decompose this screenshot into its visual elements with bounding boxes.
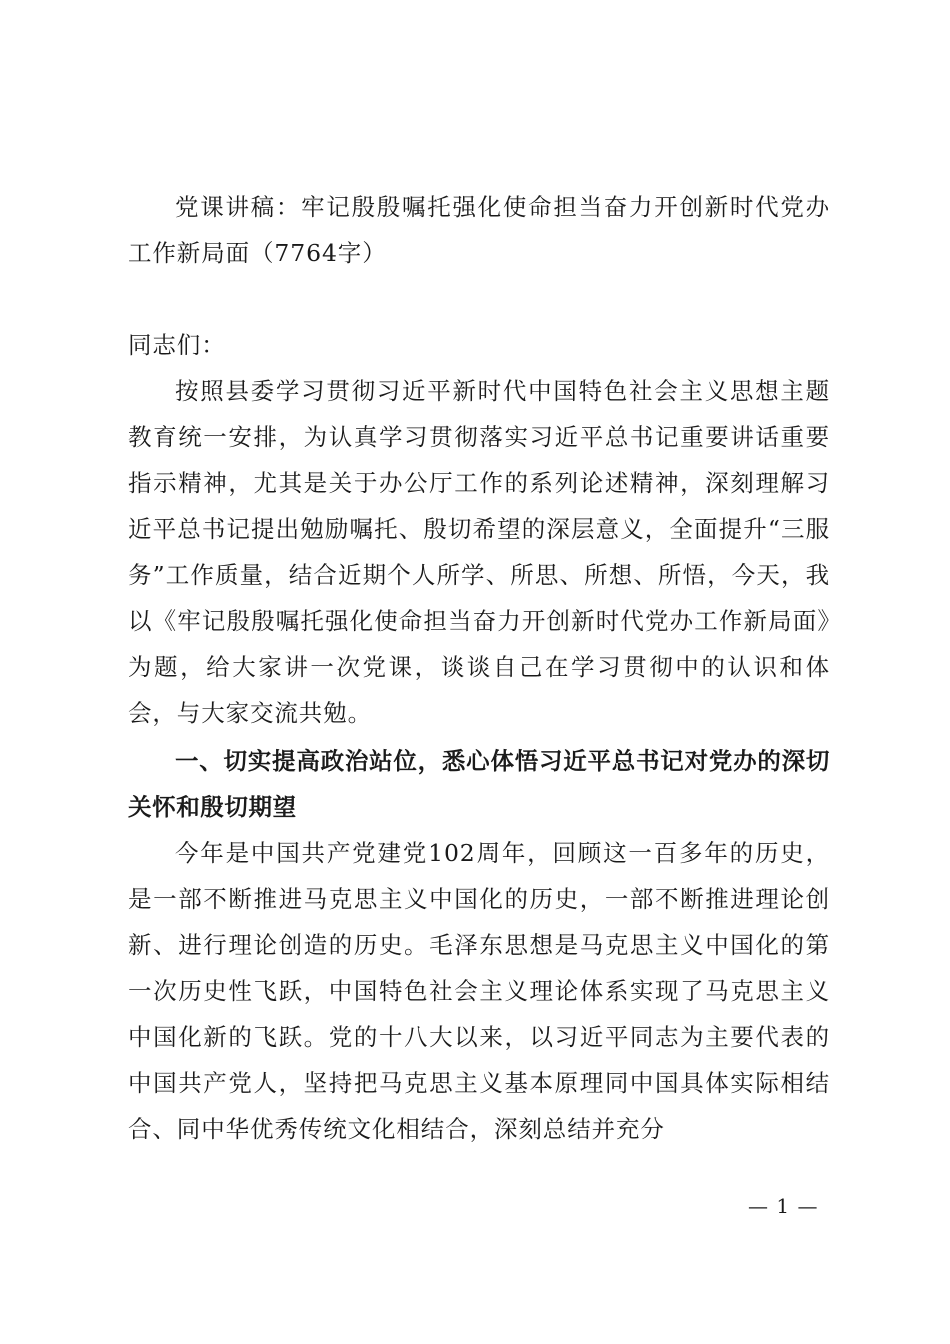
document-title: 党课讲稿：牢记殷殷嘱托强化使命担当奋力开创新时代党办工作新局面（7764字） [128,193,830,267]
paragraph-section-1: 今年是中国共产党建党102周年，回顾这一百多年的历史，是一部不断推进马克思主义中国化的历史，一部不断推进理论创新、进行理论创造的历史。毛泽东思想是马克思主义中国化的第一次历史性飞跃，中国特色社会主义理论体系实现了马克思主义中国化新的飞跃。党的十八大以来，以习近平同志为主要代表的中国共产党人，坚持把马克思主义基本原理同中国具体实际相结合、同中华优秀传统文化相结合，深刻总结并充分 [128,839,830,1143]
greeting: 同志们： [128,331,226,359]
section-heading-1: 一、切实提高政治站位，悉心体悟习近平总书记对党办的深切关怀和殷切期望 [128,747,830,821]
page-number: — 1 — [748,1194,819,1218]
paragraph-intro: 按照县委学习贯彻习近平新时代中国特色社会主义思想主题教育统一安排，为认真学习贯彻落实习近平总书记重要讲话重要指示精神，尤其是关于办公厅工作的系列论述精神，深刻理解习近平总书记提出勉励嘱托、殷切希望的深层意义，全面提升“三服务”工作质量，结合近期个人所学、所思、所想、所悟，今天，我以《牢记殷殷嘱托强化使命担当奋力开创新时代党办工作新局面》为题，给大家讲一次党课，谈谈自己在学习贯彻中的认识和体会，与大家交流共勉。 [128,377,830,727]
